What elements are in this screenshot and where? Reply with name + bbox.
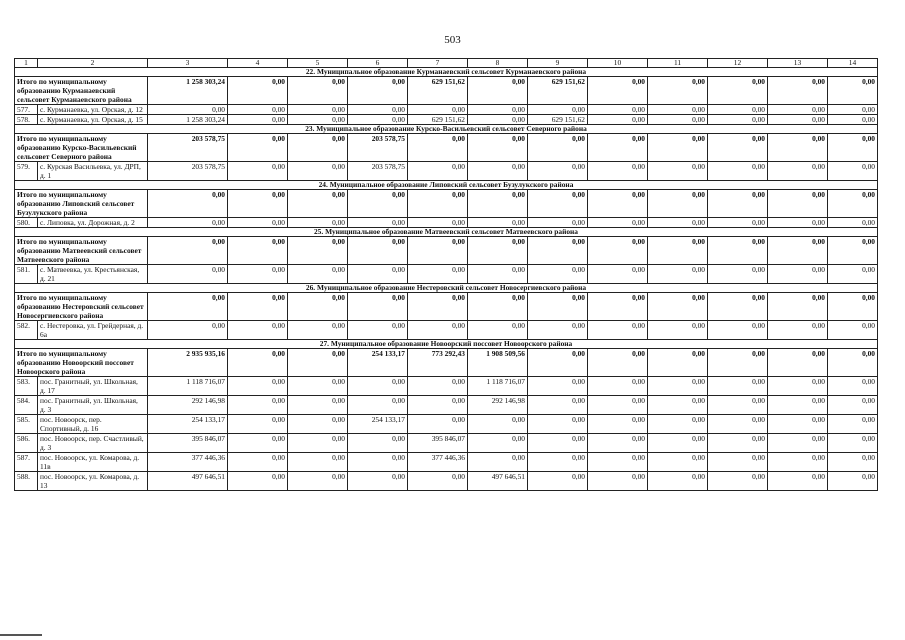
row-value: 0,00 [828,472,878,491]
row-value: 0,00 [228,377,288,396]
column-number: 13 [768,59,828,68]
table-row [15,162,878,181]
row-value: 0,00 [828,434,878,453]
row-value: 0,00 [468,218,528,228]
total-value: 0,00 [708,293,768,321]
row-value: 0,00 [648,105,708,115]
register-table [14,58,878,491]
row-value: 292 146,98 [468,396,528,415]
scan-edge-mark [0,634,42,636]
table-row [15,415,878,434]
row-value: 0,00 [148,321,228,340]
row-number: 586. [15,434,38,453]
table-row [15,377,878,396]
row-value: 0,00 [528,105,588,115]
total-value: 0,00 [768,293,828,321]
total-value: 0,00 [468,134,528,162]
total-label: Итого по муниципальному образованию Новоорский поссовет Новоорского района [15,349,148,377]
table-row [15,265,878,284]
row-value: 0,00 [348,115,408,125]
section-title: 25. Муниципальное образование Матвеевский сельсовет Матвеевского района [15,228,878,237]
row-value: 0,00 [228,321,288,340]
total-value: 0,00 [828,190,878,218]
total-value: 0,00 [828,134,878,162]
total-value: 0,00 [588,293,648,321]
row-value: 0,00 [348,105,408,115]
total-value: 0,00 [348,77,408,105]
row-value: 0,00 [588,377,648,396]
row-value: 0,00 [588,472,648,491]
row-value: 0,00 [288,434,348,453]
section-title: 23. Муниципальное образование Курско-Васильевский сельсовет Северного района [15,125,878,134]
row-value: 0,00 [468,321,528,340]
row-value: 0,00 [708,265,768,284]
total-value: 629 151,62 [528,77,588,105]
row-value: 0,00 [768,162,828,181]
row-value: 0,00 [768,434,828,453]
row-value: 0,00 [708,396,768,415]
section-title: 26. Муниципальное образование Нестеровский сельсовет Новосергиевского района [15,284,878,293]
row-value: 0,00 [348,453,408,472]
row-value: 0,00 [408,377,468,396]
table-row [15,105,878,115]
row-address: пос. Гранитный, ул. Школьная, д. 3 [38,396,148,415]
row-value: 0,00 [828,396,878,415]
row-address: с. Нестеровка, ул. Грейдерная, д. 6а [38,321,148,340]
row-value: 0,00 [648,115,708,125]
row-value: 0,00 [708,115,768,125]
row-value: 0,00 [288,472,348,491]
table-row [15,453,878,472]
row-address: пос. Новоорск, ул. Комарова, д. 11в [38,453,148,472]
row-value: 0,00 [768,472,828,491]
row-value: 0,00 [288,453,348,472]
row-value: 0,00 [228,453,288,472]
total-value: 0,00 [588,349,648,377]
row-value: 0,00 [348,321,408,340]
total-value: 1 908 509,56 [468,349,528,377]
row-value: 0,00 [408,218,468,228]
row-value: 0,00 [468,265,528,284]
total-value: 0,00 [228,349,288,377]
total-value: 2 935 935,16 [148,349,228,377]
row-value: 0,00 [708,415,768,434]
row-value: 377 446,36 [408,453,468,472]
row-value: 0,00 [828,162,878,181]
section-title-row [15,68,878,77]
total-value: 0,00 [228,190,288,218]
row-number: 583. [15,377,38,396]
row-value: 0,00 [588,453,648,472]
row-address: пос. Новоорск, ул. Комарова, д. 13 [38,472,148,491]
total-value: 0,00 [288,134,348,162]
column-number: 11 [648,59,708,68]
column-number: 4 [228,59,288,68]
row-value: 0,00 [148,218,228,228]
row-value: 0,00 [588,415,648,434]
total-value: 0,00 [148,237,228,265]
total-value: 0,00 [288,349,348,377]
row-value: 0,00 [708,162,768,181]
total-value: 0,00 [288,237,348,265]
total-value: 0,00 [228,134,288,162]
row-value: 0,00 [768,377,828,396]
total-row [15,293,878,321]
row-value: 0,00 [648,162,708,181]
row-value: 0,00 [708,105,768,115]
row-value: 0,00 [708,453,768,472]
row-value: 0,00 [228,162,288,181]
row-value: 0,00 [648,265,708,284]
section-title-row [15,125,878,134]
row-value: 0,00 [828,377,878,396]
row-value: 0,00 [768,415,828,434]
total-value: 0,00 [588,190,648,218]
row-value: 0,00 [468,415,528,434]
row-value: 0,00 [528,434,588,453]
row-value: 0,00 [468,105,528,115]
total-label: Итого по муниципальному образованию Нестеровский сельсовет Новосергиевского района [15,293,148,321]
total-value: 0,00 [648,293,708,321]
total-value: 0,00 [228,293,288,321]
section-title-row [15,181,878,190]
total-value: 0,00 [828,77,878,105]
row-value: 0,00 [528,396,588,415]
total-row [15,77,878,105]
row-value: 0,00 [648,472,708,491]
total-value: 0,00 [468,77,528,105]
row-value: 0,00 [588,434,648,453]
row-value: 0,00 [768,453,828,472]
column-number: 1 [15,59,38,68]
row-value: 0,00 [768,105,828,115]
row-value: 0,00 [648,218,708,228]
row-number: 578. [15,115,38,125]
row-value: 0,00 [468,453,528,472]
table-row [15,396,878,415]
row-value: 0,00 [288,265,348,284]
row-value: 0,00 [768,396,828,415]
row-value: 203 578,75 [348,162,408,181]
row-value: 254 133,17 [348,415,408,434]
row-value: 0,00 [648,396,708,415]
row-value: 0,00 [288,162,348,181]
total-value: 0,00 [768,237,828,265]
row-address: пос. Новоорск, пер. Спортивный, д. 16 [38,415,148,434]
total-value: 0,00 [708,77,768,105]
column-number-row [15,59,878,68]
total-label: Итого по муниципальному образованию Курско-Васильевский сельсовет Северного района [15,134,148,162]
section-title-row [15,228,878,237]
total-value: 0,00 [768,349,828,377]
total-value: 629 151,62 [408,77,468,105]
row-number: 587. [15,453,38,472]
row-value: 0,00 [348,218,408,228]
row-value: 0,00 [288,218,348,228]
total-value: 0,00 [468,293,528,321]
column-number: 9 [528,59,588,68]
total-value: 203 578,75 [348,134,408,162]
total-value: 0,00 [348,190,408,218]
total-value: 0,00 [708,190,768,218]
row-value: 0,00 [588,396,648,415]
row-value: 0,00 [228,472,288,491]
total-value: 0,00 [528,293,588,321]
row-value: 0,00 [588,105,648,115]
row-value: 0,00 [148,265,228,284]
column-number: 2 [38,59,148,68]
total-value: 0,00 [468,190,528,218]
row-value: 0,00 [228,218,288,228]
column-number: 12 [708,59,768,68]
row-address: с. Матвеевка, ул. Крестьянская, д. 21 [38,265,148,284]
row-value: 0,00 [648,321,708,340]
section-title: 22. Муниципальное образование Курманаевский сельсовет Курманаевского района [15,68,878,77]
row-value: 0,00 [648,434,708,453]
row-value: 0,00 [588,115,648,125]
row-address: с. Курманаевка, ул. Орская, д. 12 [38,105,148,115]
row-address: с. Курская Васильевка, ул. ДРП, д. 1 [38,162,148,181]
total-value: 0,00 [468,237,528,265]
row-number: 579. [15,162,38,181]
total-value: 0,00 [768,190,828,218]
total-row [15,134,878,162]
row-value: 0,00 [588,265,648,284]
row-value: 0,00 [708,218,768,228]
row-value: 0,00 [588,321,648,340]
row-number: 577. [15,105,38,115]
total-value: 203 578,75 [148,134,228,162]
total-value: 0,00 [648,190,708,218]
total-value: 1 258 303,24 [148,77,228,105]
row-value: 0,00 [648,415,708,434]
row-value: 0,00 [828,453,878,472]
total-value: 0,00 [828,237,878,265]
row-value: 0,00 [648,377,708,396]
column-number: 7 [408,59,468,68]
table-row [15,115,878,125]
total-value: 0,00 [348,237,408,265]
row-value: 0,00 [768,218,828,228]
total-value: 0,00 [148,190,228,218]
total-value: 0,00 [588,134,648,162]
row-value: 0,00 [708,377,768,396]
row-value: 0,00 [828,115,878,125]
total-value: 0,00 [288,190,348,218]
row-value: 0,00 [348,434,408,453]
row-value: 0,00 [468,162,528,181]
row-value: 0,00 [828,415,878,434]
row-value: 0,00 [468,115,528,125]
row-number: 582. [15,321,38,340]
row-value: 0,00 [588,162,648,181]
total-label: Итого по муниципальному образованию Курманаевский сельсовет Курманаевского района [15,77,148,105]
row-value: 0,00 [708,434,768,453]
row-value: 0,00 [528,472,588,491]
row-value: 0,00 [288,115,348,125]
table-row [15,321,878,340]
total-value: 0,00 [408,134,468,162]
total-value: 0,00 [768,134,828,162]
row-value: 0,00 [288,321,348,340]
column-number: 3 [148,59,228,68]
row-value: 0,00 [148,105,228,115]
row-value: 629 151,62 [528,115,588,125]
total-value: 0,00 [528,349,588,377]
table-row [15,472,878,491]
section-title: 24. Муниципальное образование Липовский сельсовет Бузулукского района [15,181,878,190]
row-value: 629 151,62 [408,115,468,125]
total-value: 0,00 [708,134,768,162]
row-value: 0,00 [708,472,768,491]
total-value: 0,00 [828,349,878,377]
row-value: 0,00 [228,415,288,434]
section-title-row [15,340,878,349]
row-value: 0,00 [528,265,588,284]
row-value: 0,00 [228,265,288,284]
total-value: 0,00 [528,190,588,218]
total-value: 0,00 [408,237,468,265]
row-value: 0,00 [468,434,528,453]
row-value: 0,00 [528,321,588,340]
row-value: 0,00 [348,265,408,284]
total-value: 0,00 [648,134,708,162]
total-row [15,190,878,218]
row-number: 581. [15,265,38,284]
total-value: 0,00 [648,237,708,265]
row-value: 395 846,07 [408,434,468,453]
total-row [15,349,878,377]
row-value: 0,00 [588,218,648,228]
row-value: 0,00 [408,396,468,415]
total-value: 773 292,43 [408,349,468,377]
row-value: 0,00 [408,105,468,115]
row-address: с. Липовка, ул. Дорожная, д. 2 [38,218,148,228]
section-title-row [15,284,878,293]
row-value: 0,00 [408,321,468,340]
row-value: 0,00 [408,415,468,434]
row-value: 0,00 [828,218,878,228]
total-value: 0,00 [588,77,648,105]
row-value: 0,00 [228,396,288,415]
row-value: 395 846,07 [148,434,228,453]
total-value: 0,00 [708,349,768,377]
total-value: 0,00 [648,77,708,105]
section-title: 27. Муниципальное образование Новоорский поссовет Новоорского района [15,340,878,349]
row-value: 0,00 [528,415,588,434]
row-value: 0,00 [228,105,288,115]
column-number: 10 [588,59,648,68]
column-number: 6 [348,59,408,68]
total-value: 0,00 [288,293,348,321]
table-row [15,434,878,453]
row-value: 0,00 [408,265,468,284]
table-row [15,218,878,228]
column-number: 5 [288,59,348,68]
row-value: 0,00 [768,321,828,340]
row-number: 584. [15,396,38,415]
row-address: пос. Новоорск, пер. Счастливый, д. 3 [38,434,148,453]
total-value: 0,00 [408,190,468,218]
row-number: 580. [15,218,38,228]
row-value: 0,00 [348,472,408,491]
row-value: 0,00 [828,105,878,115]
total-label: Итого по муниципальному образованию Липовский сельсовет Бузулукского района [15,190,148,218]
total-value: 0,00 [288,77,348,105]
total-value: 0,00 [408,293,468,321]
row-address: с. Курманаевка, ул. Орская, д. 15 [38,115,148,125]
row-value: 0,00 [408,162,468,181]
row-value: 0,00 [768,115,828,125]
total-value: 0,00 [348,293,408,321]
total-value: 0,00 [228,77,288,105]
row-number: 585. [15,415,38,434]
row-value: 0,00 [828,321,878,340]
row-value: 0,00 [348,377,408,396]
row-value: 203 578,75 [148,162,228,181]
row-value: 0,00 [288,415,348,434]
row-value: 0,00 [708,321,768,340]
row-value: 0,00 [528,377,588,396]
row-value: 1 118 716,07 [468,377,528,396]
row-value: 292 146,98 [148,396,228,415]
row-value: 0,00 [528,162,588,181]
row-value: 0,00 [348,396,408,415]
row-value: 0,00 [408,472,468,491]
row-value: 0,00 [288,377,348,396]
total-row [15,237,878,265]
row-value: 0,00 [528,453,588,472]
row-value: 0,00 [288,105,348,115]
total-value: 0,00 [648,349,708,377]
row-value: 0,00 [228,115,288,125]
total-value: 0,00 [148,293,228,321]
row-value: 497 646,51 [468,472,528,491]
column-number: 14 [828,59,878,68]
row-value: 0,00 [828,265,878,284]
row-value: 0,00 [528,218,588,228]
column-number: 8 [468,59,528,68]
row-value: 497 646,51 [148,472,228,491]
row-value: 0,00 [228,434,288,453]
total-value: 0,00 [528,237,588,265]
row-value: 1 118 716,07 [148,377,228,396]
total-label: Итого по муниципальному образованию Матвеевский сельсовет Матвеевского района [15,237,148,265]
total-value: 0,00 [708,237,768,265]
total-value: 254 133,17 [348,349,408,377]
row-value: 1 258 303,24 [148,115,228,125]
total-value: 0,00 [588,237,648,265]
row-number: 588. [15,472,38,491]
row-value: 0,00 [648,453,708,472]
total-value: 0,00 [828,293,878,321]
row-value: 0,00 [768,265,828,284]
row-value: 377 446,36 [148,453,228,472]
row-address: пос. Гранитный, ул. Школьная, д. 17 [38,377,148,396]
total-value: 0,00 [528,134,588,162]
page-number: 503 [444,34,461,46]
row-value: 0,00 [288,396,348,415]
total-value: 0,00 [768,77,828,105]
total-value: 0,00 [228,237,288,265]
row-value: 254 133,17 [148,415,228,434]
